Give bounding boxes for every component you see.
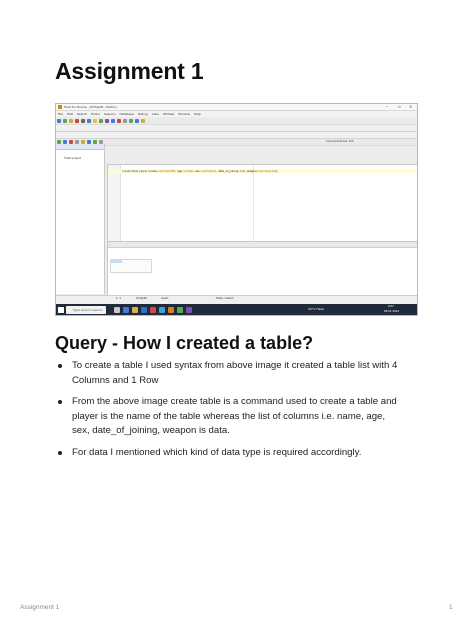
section-heading: Query - How I created a table? <box>55 333 314 353</box>
menu-item: Editor <box>91 112 101 116</box>
store-icon <box>141 307 147 313</box>
maximize-icon: ▫ <box>398 104 401 109</box>
app-icon-blue <box>159 307 165 313</box>
menu-item: File <box>58 112 64 116</box>
results-pane <box>107 241 418 297</box>
menu-item: View <box>151 112 159 116</box>
app-icon-orange <box>168 307 174 313</box>
toolbar-secondary: Current Schema: SYS <box>56 139 417 146</box>
menu-item: Edit <box>67 112 73 116</box>
status-mode: Insert <box>161 297 169 300</box>
bullet-item: For data I mentioned which kind of data type is required accordingly. <box>55 446 405 461</box>
menu-item: Session <box>104 112 116 116</box>
session-tabs <box>56 132 417 139</box>
bullet-icon <box>58 400 62 404</box>
windows-start-icon <box>58 307 64 313</box>
app-icon-purple <box>186 307 192 313</box>
toolbar-main <box>56 118 417 125</box>
connection-bar <box>56 125 417 132</box>
menu-item: Window <box>178 112 190 116</box>
status-message: Table created <box>216 297 234 300</box>
clock-time: 9:02 <box>388 305 394 308</box>
menu-item: Search <box>76 112 88 116</box>
menu-bar <box>56 111 417 117</box>
menu-item: Database <box>119 112 134 116</box>
bullet-icon <box>58 364 62 368</box>
window-titlebar <box>56 104 417 111</box>
app-icon-red <box>150 307 156 313</box>
page-number: 1 <box>449 604 453 611</box>
status-cursor: 1: 1 <box>116 297 121 300</box>
minimize-icon: – <box>386 104 388 109</box>
sql-statement: create table player (name varchar2(30), age number, sex varchar2(1), date_of_joining date, weapon varchar2(14)); <box>122 169 278 173</box>
ide-status-bar <box>56 295 417 304</box>
footer-title: Assignment 1 <box>20 604 60 611</box>
bullet-list <box>55 359 405 467</box>
sql-editor <box>107 164 418 242</box>
menu-item: Utilities <box>162 112 175 116</box>
ide-screenshot <box>55 103 418 316</box>
status-connection: SYS@XE <box>136 297 147 300</box>
schema-label: Current Schema <box>326 140 347 143</box>
menu-item: Help <box>193 112 201 116</box>
object-tree-pane <box>56 144 105 294</box>
bullet-icon <box>58 451 62 455</box>
window-title: Toad for Oracle - [SYS@XE - Editor] <box>64 105 117 109</box>
page-title: Assignment 1 <box>55 58 204 84</box>
schema-value: SYS <box>348 140 354 143</box>
windows-taskbar <box>56 304 417 316</box>
taskbar-search-text: Type here to search <box>73 308 103 312</box>
weather-status: 25°C Haze <box>308 307 324 311</box>
toad-taskbar-icon <box>177 307 183 313</box>
clock-date: 08-01-2024 <box>384 310 400 313</box>
task-view-icon <box>114 307 120 313</box>
menu-item: Debug <box>137 112 148 116</box>
app-icon <box>58 105 62 109</box>
close-icon: × <box>409 104 413 109</box>
bullet-item: From the above image create table is a command used to create a table and player is the name of the table whereas the list of columns i.e. name, age, sex, date_of_joining, weapon is data. <box>55 395 405 439</box>
bullet-item: To create a table I used syntax from above image it created a table list with 4 Columns and 1 Row <box>55 359 405 388</box>
folder-icon <box>132 307 138 313</box>
edge-icon <box>123 307 129 313</box>
taskbar-search <box>66 306 106 314</box>
tree-item: TOAD project <box>64 157 82 160</box>
